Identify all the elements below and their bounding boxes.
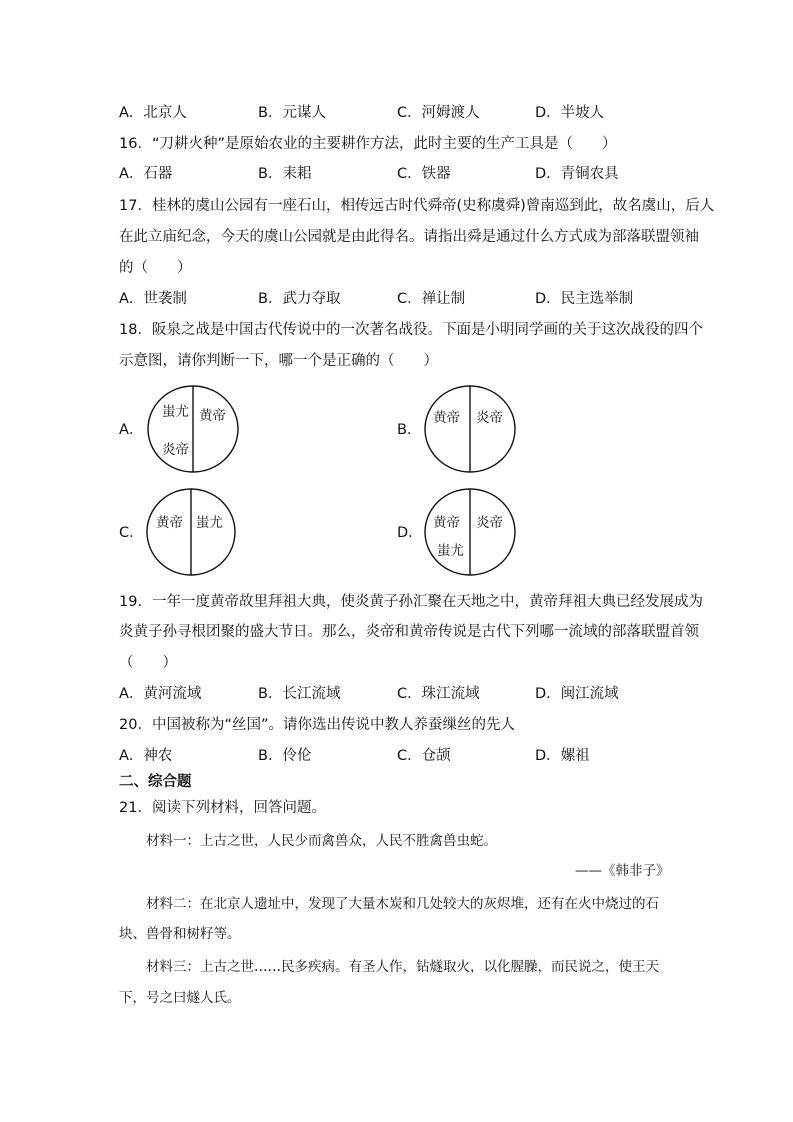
q21-material-1-source: ——《韩非子》 — [575, 863, 670, 879]
q18-diagram-a-left-bottom: 炎帝 — [162, 442, 189, 458]
q20-option-b[interactable]: B．伶伦 — [258, 748, 312, 764]
q17-stem-line1: 17．桂林的虞山公园有一座石山，相传远古时代舜帝(史称虞舜)曾南巡到此，故名虞山，后人 — [119, 198, 715, 214]
q15-options — [119, 103, 679, 123]
q19-option-c[interactable]: C．珠江流域 — [397, 686, 480, 702]
q20-options — [119, 746, 679, 766]
q19-stem-line3: （ ） — [119, 655, 177, 671]
q18-diagram-a-label[interactable]: A． — [119, 422, 144, 438]
q15-option-b[interactable]: B．元谋人 — [258, 105, 326, 121]
q19-option-d[interactable]: D．闽江流域 — [535, 686, 619, 702]
q20-option-a[interactable]: A．神农 — [119, 748, 173, 764]
q18-diagram-b[interactable] — [423, 384, 517, 474]
q21-material-3-line2: 下，号之曰燧人氏。 — [119, 990, 241, 1006]
q21-material-1: 材料一：上古之世，人民少而禽兽众，人民不胜禽兽虫蛇。 — [146, 833, 497, 849]
q16-options — [119, 164, 679, 184]
q16-option-a[interactable]: A．石器 — [119, 166, 173, 182]
q18-diagram-b-label[interactable]: B． — [397, 422, 422, 438]
q15-option-c[interactable]: C．河姆渡人 — [397, 105, 480, 121]
q19-option-a[interactable]: A．黄河流域 — [119, 686, 202, 702]
q16-option-c[interactable]: C．铁器 — [397, 166, 451, 182]
q18-diagram-c-left: 黄帝 — [156, 515, 183, 531]
q16-stem: 16．“刀耕火种”是原始农业的主要耕作方法，此时主要的生产工具是（ ） — [119, 136, 617, 152]
q19-options — [119, 684, 679, 704]
q18-diagram-a-right: 黄帝 — [199, 408, 226, 424]
q21-material-2-line2: 块、兽骨和树籽等。 — [119, 926, 241, 942]
q18-diagram-d[interactable] — [423, 487, 517, 577]
q16-option-b[interactable]: B．耒耜 — [258, 166, 312, 182]
q18-diagram-a[interactable] — [146, 384, 240, 474]
q18-diagram-c-label[interactable]: C． — [119, 525, 144, 541]
q17-stem-line3: 的（ ） — [119, 260, 192, 276]
q18-diagram-c-right: 蚩尤 — [196, 515, 223, 531]
q21-material-3-line1: 材料三：上古之世……民多疾病。有圣人作，钻燧取火，以化腥臊，而民说之，使王天 — [146, 959, 659, 975]
q17-option-b[interactable]: B．武力夺取 — [258, 291, 341, 307]
q18-stem-line1: 18．阪泉之战是中国古代传说中的一次著名战役。下面是小明同学画的关于这次战役的四个 — [119, 322, 703, 338]
q18-diagram-d-left-bottom: 蚩尤 — [437, 543, 464, 559]
q16-option-d[interactable]: D．青铜农具 — [535, 166, 619, 182]
q17-option-a[interactable]: A．世袭制 — [119, 291, 187, 307]
q18-diagram-b-right: 炎帝 — [476, 410, 503, 426]
q18-stem-line2: 示意图，请你判断一下，哪一个是正确的（ ） — [119, 353, 438, 369]
q18-diagram-d-right: 炎帝 — [476, 515, 503, 531]
q18-diagram-c[interactable] — [146, 487, 240, 577]
q20-stem: 20．中国被称为“丝国”。请你选出传说中教人养蚕缫丝的先人 — [119, 717, 515, 733]
q21-stem: 21．阅读下列材料，回答问题。 — [119, 800, 326, 816]
q15-option-d[interactable]: D．半坡人 — [535, 105, 605, 121]
q19-stem-line2: 炎黄子孙寻根团聚的盛大节日。那么，炎帝和黄帝传说是古代下列哪一流域的部落联盟首领 — [119, 624, 699, 640]
q18-diagram-a-left-top: 蚩尤 — [162, 404, 189, 420]
section-heading: 二、综合题 — [119, 774, 192, 790]
q17-stem-line2: 在此立庙纪念，今天的虞山公园就是由此得名。请指出舜是通过什么方式成为部落联盟领袖 — [119, 229, 699, 245]
q20-option-d[interactable]: D．嫘祖 — [535, 748, 590, 764]
q18-diagram-b-left: 黄帝 — [433, 410, 460, 426]
q19-option-b[interactable]: B．长江流域 — [258, 686, 341, 702]
q17-option-c[interactable]: C．禅让制 — [397, 291, 466, 307]
q20-option-c[interactable]: C．仓颉 — [397, 748, 451, 764]
q19-stem-line1: 19．一年一度黄帝故里拜祖大典，使炎黄子孙汇聚在天地之中，黄帝拜祖大典已经发展成为 — [119, 594, 703, 610]
q17-option-d[interactable]: D．民主选举制 — [535, 291, 634, 307]
q18-diagram-d-left-top: 黄帝 — [433, 515, 460, 531]
q17-options — [119, 289, 679, 309]
q15-option-a[interactable]: A．北京人 — [119, 105, 187, 121]
q18-diagram-d-label[interactable]: D． — [397, 525, 423, 541]
q21-material-2-line1: 材料二：在北京人遗址中，发现了大量木炭和几处较大的灰烬堆，还有在火中烧过的石 — [146, 896, 659, 912]
